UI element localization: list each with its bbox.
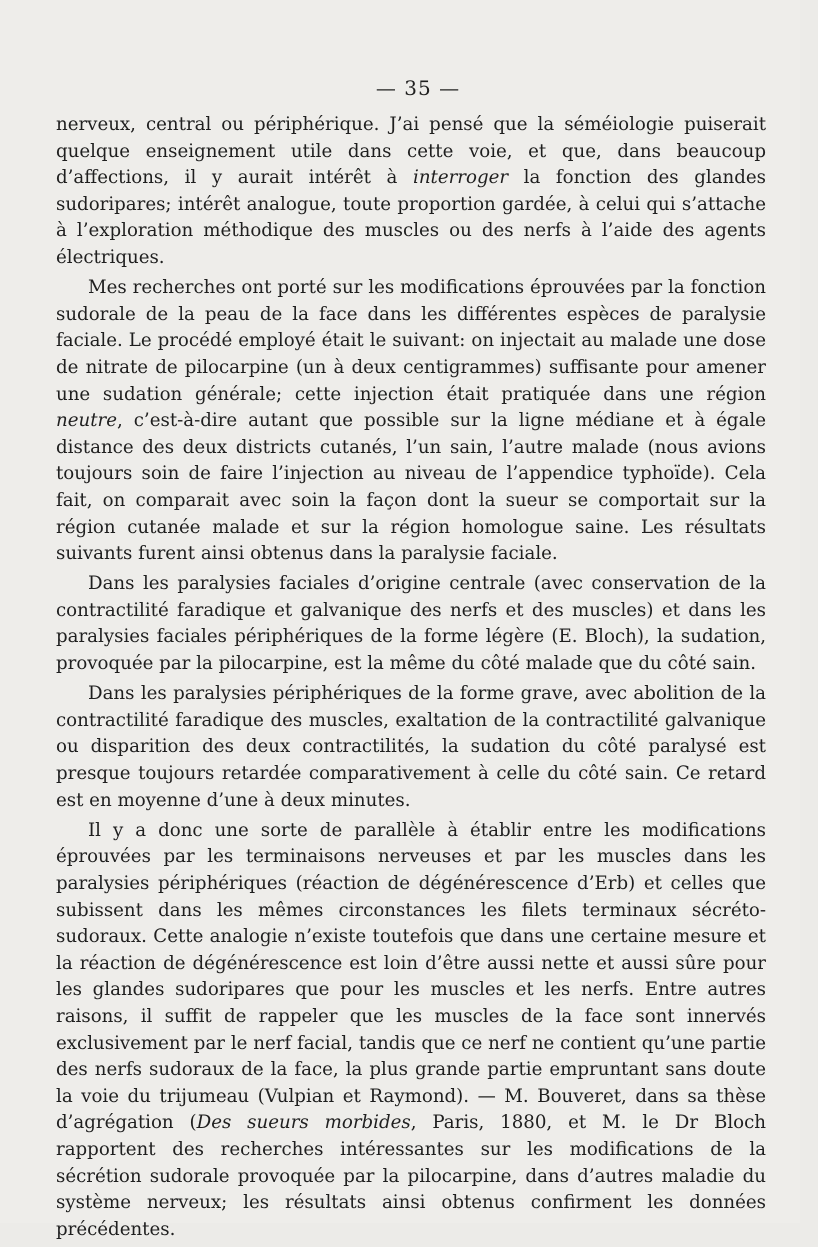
- paragraph-1: [56, 112, 766, 272]
- text-segment: Il y a donc une sorte de parallèle à établir entre les modifications éprouvées par les terminaisons nerveuses et par les muscles dans les paralysies périphériques (réaction de dégénérescence d’Erb) et celles que subissent dans les mêmes circonstances les filets terminaux sécréto-sudoraux. Cette analogie n’existe toutefois que dans une certaine mesure et la réaction de dégénérescence est loin d’être aussi nette et aussi sûre pour les glandes sudoripares que pour les muscles et les nerfs. Entre autres raisons, il suffit de rappeler que les muscles de la face sont innervés exclusivement par le nerf facial, tandis que ce nerf ne contient qu’une partie des nerfs sudoraux de la face, la plus grande partie empruntant sans doute la voie du trijumeau (Vulpian et Raymond). — M. Bouveret, dans sa thèse d’agrégation (: [56, 819, 766, 1134]
- text-segment: , Paris, 1880, et M. le Dr Bloch rapportent des recherches intéressantes sur les modifications de la sécrétion sudorale provoquée par la pilocarpine, dans d’autres maladie du système nerveux; les résultats ainsi obtenus confirment les données précédentes.: [56, 1112, 766, 1240]
- text-segment: Dans les paralysies faciales d’origine centrale (avec conservation de la contractilité faradique et galvanique des nerfs et des muscles) et dans les paralysies faciales périphériques de la forme légère (E. Bloch), la sudation, provoquée par la pilocarpine, est la même du côté malade que du côté sain.: [56, 573, 766, 675]
- page-number: — 35 —: [375, 76, 461, 100]
- paragraph-2: [56, 275, 766, 568]
- paragraph-4: [56, 681, 766, 814]
- italic-term: interroger: [413, 167, 509, 189]
- italic-term: neutre: [56, 410, 117, 432]
- body-text: [56, 112, 766, 1247]
- text-segment: nerveux, central ou périphérique. J’ai pensé que la séméiologie puiserait quelque enseignement utile dans cette voie, et que, dans beaucoup d’affections, il y aurait intérêt à: [56, 114, 766, 189]
- paragraph-3: [56, 571, 766, 677]
- text-segment: la fonction des glandes sudoripares; intérêt analogue, toute proportion gardée, à celui qui s’attache à l’exploration méthodique des muscles ou des nerfs à l’aide des agents électriques.: [56, 167, 766, 268]
- text-segment: Mes recherches ont porté sur les modifications éprouvées par la fonction sudorale de la peau de la face dans les différentes espèces de paralysie faciale. Le procédé employé était le suivant: on injectait au malade une dose de nitrate de pilocarpine (un à deux centigrammes) suffisante pour amener une sudation générale; cette injection était pratiquée dans une région: [56, 277, 766, 405]
- text-segment: , c’est-à-dire autant que possible sur la ligne médiane et à égale distance des deux districts cutanés, l’un sain, l’autre malade (nous avions toujours soin de faire l’injection au niveau de l’appendice typhoïde). Cela fait, on comparait avec soin la façon dont la sueur se comportait sur la région cutanée malade et sur la région homologue saine. Les résultats suivants furent ainsi obtenus dans la paralysie faciale.: [56, 410, 766, 565]
- italic-title: Des sueurs morbides: [196, 1112, 411, 1134]
- paragraph-5: [56, 818, 766, 1244]
- text-segment: Dans les paralysies périphériques de la forme grave, avec abolition de la contractilité faradique des muscles, exaltation de la contractilité galvanique ou disparition des deux contractilités, la sudation du côté paralysé est presque toujours retardée comparativement à celle du côté sain. Ce retard est en moyenne d’une à deux minutes.: [56, 683, 766, 811]
